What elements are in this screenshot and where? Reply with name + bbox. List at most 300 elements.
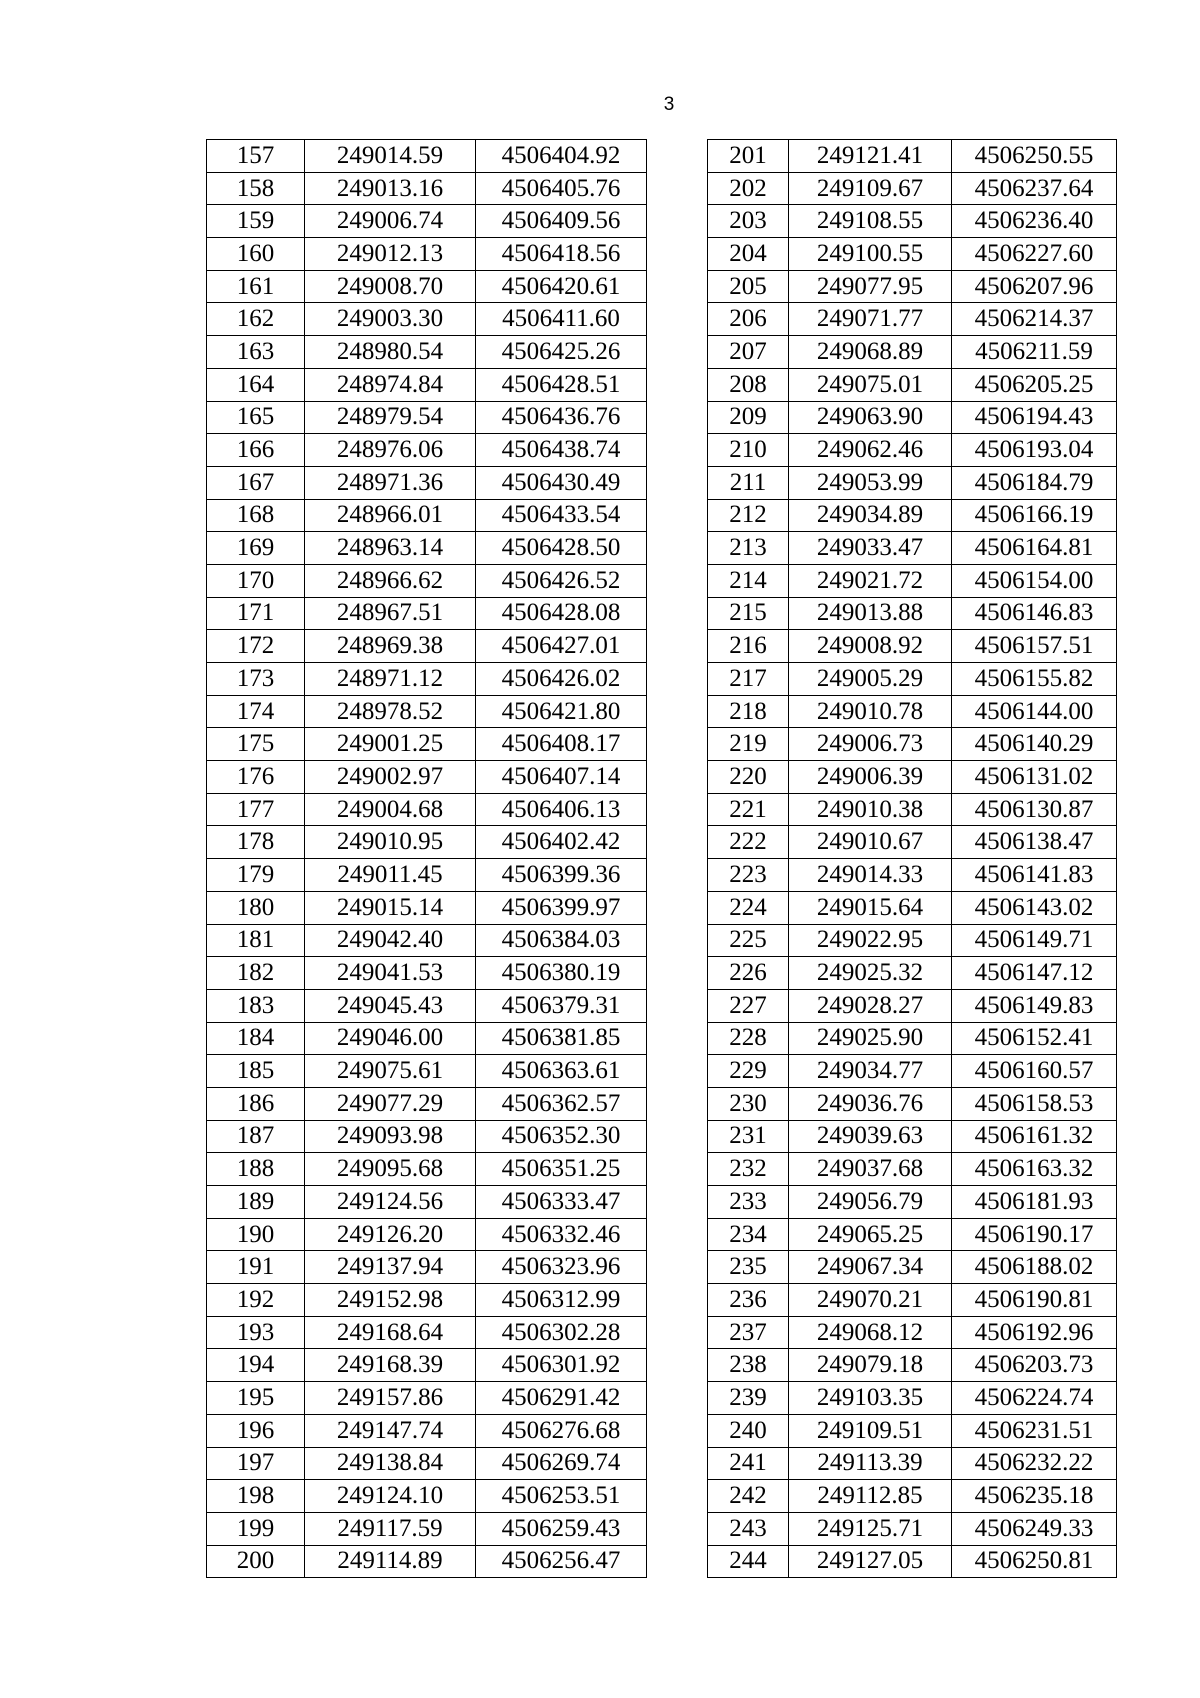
- x-coordinate-cell: 248971.12: [305, 663, 476, 696]
- y-coordinate-cell: 4506323.96: [476, 1251, 647, 1284]
- x-coordinate-cell: 249042.40: [305, 924, 476, 957]
- point-number-cell: 217: [708, 663, 789, 696]
- x-coordinate-cell: 249006.73: [789, 728, 952, 761]
- point-number-cell: 197: [207, 1447, 305, 1480]
- y-coordinate-cell: 4506188.02: [952, 1251, 1117, 1284]
- y-coordinate-cell: 4506163.32: [952, 1153, 1117, 1186]
- x-coordinate-cell: 249004.68: [305, 793, 476, 826]
- x-coordinate-cell: 249147.74: [305, 1414, 476, 1447]
- point-number-cell: 191: [207, 1251, 305, 1284]
- y-coordinate-cell: 4506438.74: [476, 434, 647, 467]
- point-number-cell: 158: [207, 172, 305, 205]
- x-coordinate-cell: 249137.94: [305, 1251, 476, 1284]
- y-coordinate-cell: 4506157.51: [952, 630, 1117, 663]
- table-row: [708, 238, 1117, 271]
- y-coordinate-cell: 4506154.00: [952, 564, 1117, 597]
- y-coordinate-cell: 4506184.79: [952, 466, 1117, 499]
- table-row: [207, 466, 647, 499]
- table-row: [708, 1316, 1117, 1349]
- y-coordinate-cell: 4506143.02: [952, 891, 1117, 924]
- table-row: [708, 466, 1117, 499]
- y-coordinate-cell: 4506302.28: [476, 1316, 647, 1349]
- x-coordinate-cell: 249062.46: [789, 434, 952, 467]
- x-coordinate-cell: 249114.89: [305, 1545, 476, 1578]
- table-row: [207, 1414, 647, 1447]
- y-coordinate-cell: 4506259.43: [476, 1512, 647, 1545]
- point-number-cell: 160: [207, 238, 305, 271]
- x-coordinate-cell: 249005.29: [789, 663, 952, 696]
- y-coordinate-cell: 4506232.22: [952, 1447, 1117, 1480]
- x-coordinate-cell: 249068.12: [789, 1316, 952, 1349]
- point-number-cell: 223: [708, 859, 789, 892]
- page-number: 3: [663, 94, 675, 115]
- x-coordinate-cell: 249056.79: [789, 1186, 952, 1219]
- table-row: [207, 859, 647, 892]
- y-coordinate-cell: 4506146.83: [952, 597, 1117, 630]
- point-number-cell: 210: [708, 434, 789, 467]
- x-coordinate-cell: 249036.76: [789, 1087, 952, 1120]
- x-coordinate-cell: 249046.00: [305, 1022, 476, 1055]
- point-number-cell: 235: [708, 1251, 789, 1284]
- y-coordinate-cell: 4506426.02: [476, 663, 647, 696]
- x-coordinate-cell: 249124.10: [305, 1480, 476, 1513]
- point-number-cell: 184: [207, 1022, 305, 1055]
- table-row: [207, 924, 647, 957]
- table-row: [207, 957, 647, 990]
- point-number-cell: 226: [708, 957, 789, 990]
- x-coordinate-cell: 249077.29: [305, 1087, 476, 1120]
- table-row: [708, 336, 1117, 369]
- table-row: [708, 826, 1117, 859]
- y-coordinate-cell: 4506399.97: [476, 891, 647, 924]
- table-row: [708, 1480, 1117, 1513]
- x-coordinate-cell: 249152.98: [305, 1284, 476, 1317]
- x-coordinate-cell: 249103.35: [789, 1382, 952, 1415]
- point-number-cell: 201: [708, 140, 789, 173]
- point-number-cell: 176: [207, 761, 305, 794]
- x-coordinate-cell: 249008.92: [789, 630, 952, 663]
- point-number-cell: 209: [708, 401, 789, 434]
- table-row: [207, 1153, 647, 1186]
- y-coordinate-cell: 4506224.74: [952, 1382, 1117, 1415]
- x-coordinate-cell: 249117.59: [305, 1512, 476, 1545]
- y-coordinate-cell: 4506333.47: [476, 1186, 647, 1219]
- x-coordinate-cell: 249002.97: [305, 761, 476, 794]
- coordinates-table-right-body: [708, 140, 1117, 1578]
- point-number-cell: 200: [207, 1545, 305, 1578]
- table-row: [207, 630, 647, 663]
- x-coordinate-cell: 249045.43: [305, 989, 476, 1022]
- table-row: [207, 663, 647, 696]
- y-coordinate-cell: 4506381.85: [476, 1022, 647, 1055]
- y-coordinate-cell: 4506158.53: [952, 1087, 1117, 1120]
- x-coordinate-cell: 249021.72: [789, 564, 952, 597]
- x-coordinate-cell: 249025.32: [789, 957, 952, 990]
- x-coordinate-cell: 249053.99: [789, 466, 952, 499]
- point-number-cell: 225: [708, 924, 789, 957]
- point-number-cell: 213: [708, 532, 789, 565]
- y-coordinate-cell: 4506362.57: [476, 1087, 647, 1120]
- table-row: [207, 1186, 647, 1219]
- point-number-cell: 167: [207, 466, 305, 499]
- y-coordinate-cell: 4506436.76: [476, 401, 647, 434]
- x-coordinate-cell: 248966.01: [305, 499, 476, 532]
- point-number-cell: 195: [207, 1382, 305, 1415]
- x-coordinate-cell: 249033.47: [789, 532, 952, 565]
- point-number-cell: 193: [207, 1316, 305, 1349]
- point-number-cell: 240: [708, 1414, 789, 1447]
- point-number-cell: 161: [207, 270, 305, 303]
- y-coordinate-cell: 4506406.13: [476, 793, 647, 826]
- table-row: [708, 1251, 1117, 1284]
- point-number-cell: 194: [207, 1349, 305, 1382]
- table-row: [207, 1480, 647, 1513]
- point-number-cell: 202: [708, 172, 789, 205]
- y-coordinate-cell: 4506131.02: [952, 761, 1117, 794]
- table-row: [708, 989, 1117, 1022]
- y-coordinate-cell: 4506404.92: [476, 140, 647, 173]
- point-number-cell: 208: [708, 368, 789, 401]
- point-number-cell: 206: [708, 303, 789, 336]
- y-coordinate-cell: 4506426.52: [476, 564, 647, 597]
- x-coordinate-cell: 248969.38: [305, 630, 476, 663]
- x-coordinate-cell: 249010.67: [789, 826, 952, 859]
- point-number-cell: 212: [708, 499, 789, 532]
- table-row: [207, 1545, 647, 1578]
- point-number-cell: 189: [207, 1186, 305, 1219]
- y-coordinate-cell: 4506291.42: [476, 1382, 647, 1415]
- point-number-cell: 205: [708, 270, 789, 303]
- x-coordinate-cell: 249095.68: [305, 1153, 476, 1186]
- point-number-cell: 224: [708, 891, 789, 924]
- table-row: [207, 434, 647, 467]
- point-number-cell: 242: [708, 1480, 789, 1513]
- y-coordinate-cell: 4506144.00: [952, 695, 1117, 728]
- point-number-cell: 168: [207, 499, 305, 532]
- table-row: [708, 303, 1117, 336]
- x-coordinate-cell: 249070.21: [789, 1284, 952, 1317]
- point-number-cell: 199: [207, 1512, 305, 1545]
- point-number-cell: 219: [708, 728, 789, 761]
- point-number-cell: 234: [708, 1218, 789, 1251]
- table-row: [207, 1218, 647, 1251]
- y-coordinate-cell: 4506253.51: [476, 1480, 647, 1513]
- x-coordinate-cell: 249093.98: [305, 1120, 476, 1153]
- coordinates-table-right: [707, 139, 1117, 1578]
- table-row: [708, 695, 1117, 728]
- x-coordinate-cell: 249109.67: [789, 172, 952, 205]
- table-row: [708, 924, 1117, 957]
- point-number-cell: 180: [207, 891, 305, 924]
- y-coordinate-cell: 4506236.40: [952, 205, 1117, 238]
- table-row: [708, 1087, 1117, 1120]
- y-coordinate-cell: 4506140.29: [952, 728, 1117, 761]
- x-coordinate-cell: 249108.55: [789, 205, 952, 238]
- point-number-cell: 229: [708, 1055, 789, 1088]
- y-coordinate-cell: 4506181.93: [952, 1186, 1117, 1219]
- point-number-cell: 231: [708, 1120, 789, 1153]
- point-number-cell: 214: [708, 564, 789, 597]
- y-coordinate-cell: 4506269.74: [476, 1447, 647, 1480]
- x-coordinate-cell: 249068.89: [789, 336, 952, 369]
- y-coordinate-cell: 4506421.80: [476, 695, 647, 728]
- point-number-cell: 163: [207, 336, 305, 369]
- y-coordinate-cell: 4506149.83: [952, 989, 1117, 1022]
- table-row: [207, 401, 647, 434]
- point-number-cell: 236: [708, 1284, 789, 1317]
- point-number-cell: 207: [708, 336, 789, 369]
- x-coordinate-cell: 248980.54: [305, 336, 476, 369]
- y-coordinate-cell: 4506428.08: [476, 597, 647, 630]
- point-number-cell: 218: [708, 695, 789, 728]
- x-coordinate-cell: 249013.88: [789, 597, 952, 630]
- table-row: [708, 1153, 1117, 1186]
- table-row: [207, 1120, 647, 1153]
- y-coordinate-cell: 4506384.03: [476, 924, 647, 957]
- table-row: [708, 1512, 1117, 1545]
- x-coordinate-cell: 249077.95: [789, 270, 952, 303]
- x-coordinate-cell: 248976.06: [305, 434, 476, 467]
- x-coordinate-cell: 249015.64: [789, 891, 952, 924]
- table-row: [708, 1055, 1117, 1088]
- x-coordinate-cell: 249063.90: [789, 401, 952, 434]
- y-coordinate-cell: 4506211.59: [952, 336, 1117, 369]
- x-coordinate-cell: 249011.45: [305, 859, 476, 892]
- x-coordinate-cell: 249012.13: [305, 238, 476, 271]
- y-coordinate-cell: 4506205.25: [952, 368, 1117, 401]
- y-coordinate-cell: 4506380.19: [476, 957, 647, 990]
- x-coordinate-cell: 249028.27: [789, 989, 952, 1022]
- y-coordinate-cell: 4506420.61: [476, 270, 647, 303]
- table-row: [708, 728, 1117, 761]
- y-coordinate-cell: 4506190.17: [952, 1218, 1117, 1251]
- point-number-cell: 174: [207, 695, 305, 728]
- y-coordinate-cell: 4506427.01: [476, 630, 647, 663]
- table-row: [207, 1284, 647, 1317]
- x-coordinate-cell: 249003.30: [305, 303, 476, 336]
- table-row: [207, 826, 647, 859]
- table-row: [207, 205, 647, 238]
- x-coordinate-cell: 249065.25: [789, 1218, 952, 1251]
- x-coordinate-cell: 249014.59: [305, 140, 476, 173]
- point-number-cell: 171: [207, 597, 305, 630]
- x-coordinate-cell: 249034.77: [789, 1055, 952, 1088]
- y-coordinate-cell: 4506190.81: [952, 1284, 1117, 1317]
- point-number-cell: 239: [708, 1382, 789, 1415]
- x-coordinate-cell: 249001.25: [305, 728, 476, 761]
- point-number-cell: 196: [207, 1414, 305, 1447]
- x-coordinate-cell: 249126.20: [305, 1218, 476, 1251]
- x-coordinate-cell: 248971.36: [305, 466, 476, 499]
- table-row: [207, 695, 647, 728]
- x-coordinate-cell: 249039.63: [789, 1120, 952, 1153]
- point-number-cell: 172: [207, 630, 305, 663]
- table-row: [708, 1382, 1117, 1415]
- point-number-cell: 221: [708, 793, 789, 826]
- x-coordinate-cell: 249010.95: [305, 826, 476, 859]
- table-row: [207, 564, 647, 597]
- table-row: [708, 597, 1117, 630]
- y-coordinate-cell: 4506402.42: [476, 826, 647, 859]
- table-row: [207, 238, 647, 271]
- table-row: [708, 1545, 1117, 1578]
- table-row: [708, 957, 1117, 990]
- table-row: [708, 1218, 1117, 1251]
- x-coordinate-cell: 248967.51: [305, 597, 476, 630]
- x-coordinate-cell: 248979.54: [305, 401, 476, 434]
- point-number-cell: 220: [708, 761, 789, 794]
- point-number-cell: 216: [708, 630, 789, 663]
- coordinates-table-left: [206, 139, 647, 1578]
- point-number-cell: 244: [708, 1545, 789, 1578]
- point-number-cell: 230: [708, 1087, 789, 1120]
- x-coordinate-cell: 248978.52: [305, 695, 476, 728]
- y-coordinate-cell: 4506430.49: [476, 466, 647, 499]
- x-coordinate-cell: 248974.84: [305, 368, 476, 401]
- y-coordinate-cell: 4506207.96: [952, 270, 1117, 303]
- y-coordinate-cell: 4506160.57: [952, 1055, 1117, 1088]
- point-number-cell: 227: [708, 989, 789, 1022]
- point-number-cell: 187: [207, 1120, 305, 1153]
- y-coordinate-cell: 4506161.32: [952, 1120, 1117, 1153]
- table-row: [708, 630, 1117, 663]
- y-coordinate-cell: 4506408.17: [476, 728, 647, 761]
- table-row: [207, 1382, 647, 1415]
- x-coordinate-cell: 249113.39: [789, 1447, 952, 1480]
- y-coordinate-cell: 4506164.81: [952, 532, 1117, 565]
- point-number-cell: 164: [207, 368, 305, 401]
- table-row: [207, 172, 647, 205]
- x-coordinate-cell: 248963.14: [305, 532, 476, 565]
- y-coordinate-cell: 4506138.47: [952, 826, 1117, 859]
- point-number-cell: 228: [708, 1022, 789, 1055]
- table-row: [708, 270, 1117, 303]
- table-row: [207, 1447, 647, 1480]
- y-coordinate-cell: 4506352.30: [476, 1120, 647, 1153]
- point-number-cell: 204: [708, 238, 789, 271]
- y-coordinate-cell: 4506332.46: [476, 1218, 647, 1251]
- x-coordinate-cell: 249125.71: [789, 1512, 952, 1545]
- x-coordinate-cell: 249008.70: [305, 270, 476, 303]
- y-coordinate-cell: 4506147.12: [952, 957, 1117, 990]
- x-coordinate-cell: 248966.62: [305, 564, 476, 597]
- y-coordinate-cell: 4506249.33: [952, 1512, 1117, 1545]
- x-coordinate-cell: 249067.34: [789, 1251, 952, 1284]
- y-coordinate-cell: 4506130.87: [952, 793, 1117, 826]
- table-row: [207, 597, 647, 630]
- table-row: [207, 728, 647, 761]
- point-number-cell: 169: [207, 532, 305, 565]
- y-coordinate-cell: 4506166.19: [952, 499, 1117, 532]
- x-coordinate-cell: 249025.90: [789, 1022, 952, 1055]
- point-number-cell: 232: [708, 1153, 789, 1186]
- table-row: [207, 368, 647, 401]
- x-coordinate-cell: 249014.33: [789, 859, 952, 892]
- y-coordinate-cell: 4506256.47: [476, 1545, 647, 1578]
- table-row: [708, 761, 1117, 794]
- point-number-cell: 173: [207, 663, 305, 696]
- x-coordinate-cell: 249168.64: [305, 1316, 476, 1349]
- table-row: [207, 140, 647, 173]
- y-coordinate-cell: 4506418.56: [476, 238, 647, 271]
- y-coordinate-cell: 4506194.43: [952, 401, 1117, 434]
- table-row: [708, 891, 1117, 924]
- table-row: [207, 499, 647, 532]
- table-row: [708, 1284, 1117, 1317]
- point-number-cell: 179: [207, 859, 305, 892]
- point-number-cell: 190: [207, 1218, 305, 1251]
- point-number-cell: 183: [207, 989, 305, 1022]
- point-number-cell: 237: [708, 1316, 789, 1349]
- x-coordinate-cell: 249138.84: [305, 1447, 476, 1480]
- point-number-cell: 178: [207, 826, 305, 859]
- y-coordinate-cell: 4506149.71: [952, 924, 1117, 957]
- table-row: [207, 1087, 647, 1120]
- point-number-cell: 177: [207, 793, 305, 826]
- y-coordinate-cell: 4506363.61: [476, 1055, 647, 1088]
- table-row: [708, 499, 1117, 532]
- point-number-cell: 188: [207, 1153, 305, 1186]
- x-coordinate-cell: 249010.38: [789, 793, 952, 826]
- table-row: [708, 1447, 1117, 1480]
- x-coordinate-cell: 249010.78: [789, 695, 952, 728]
- y-coordinate-cell: 4506237.64: [952, 172, 1117, 205]
- point-number-cell: 162: [207, 303, 305, 336]
- point-number-cell: 238: [708, 1349, 789, 1382]
- point-number-cell: 166: [207, 434, 305, 467]
- table-row: [708, 140, 1117, 173]
- x-coordinate-cell: 249079.18: [789, 1349, 952, 1382]
- y-coordinate-cell: 4506152.41: [952, 1022, 1117, 1055]
- point-number-cell: 241: [708, 1447, 789, 1480]
- y-coordinate-cell: 4506351.25: [476, 1153, 647, 1186]
- table-row: [708, 532, 1117, 565]
- x-coordinate-cell: 249168.39: [305, 1349, 476, 1382]
- table-row: [207, 1349, 647, 1382]
- y-coordinate-cell: 4506231.51: [952, 1414, 1117, 1447]
- point-number-cell: 215: [708, 597, 789, 630]
- table-row: [708, 434, 1117, 467]
- table-row: [708, 172, 1117, 205]
- x-coordinate-cell: 249075.01: [789, 368, 952, 401]
- x-coordinate-cell: 249112.85: [789, 1480, 952, 1513]
- y-coordinate-cell: 4506155.82: [952, 663, 1117, 696]
- y-coordinate-cell: 4506411.60: [476, 303, 647, 336]
- y-coordinate-cell: 4506250.55: [952, 140, 1117, 173]
- x-coordinate-cell: 249015.14: [305, 891, 476, 924]
- point-number-cell: 192: [207, 1284, 305, 1317]
- y-coordinate-cell: 4506407.14: [476, 761, 647, 794]
- table-row: [708, 663, 1117, 696]
- table-row: [708, 368, 1117, 401]
- y-coordinate-cell: 4506428.51: [476, 368, 647, 401]
- x-coordinate-cell: 249034.89: [789, 499, 952, 532]
- point-number-cell: 198: [207, 1480, 305, 1513]
- table-row: [207, 1316, 647, 1349]
- point-number-cell: 233: [708, 1186, 789, 1219]
- y-coordinate-cell: 4506409.56: [476, 205, 647, 238]
- x-coordinate-cell: 249121.41: [789, 140, 952, 173]
- y-coordinate-cell: 4506425.26: [476, 336, 647, 369]
- table-row: [207, 336, 647, 369]
- y-coordinate-cell: 4506312.99: [476, 1284, 647, 1317]
- y-coordinate-cell: 4506399.36: [476, 859, 647, 892]
- x-coordinate-cell: 249157.86: [305, 1382, 476, 1415]
- table-row: [708, 1186, 1117, 1219]
- point-number-cell: 203: [708, 205, 789, 238]
- table-row: [207, 891, 647, 924]
- x-coordinate-cell: 249037.68: [789, 1153, 952, 1186]
